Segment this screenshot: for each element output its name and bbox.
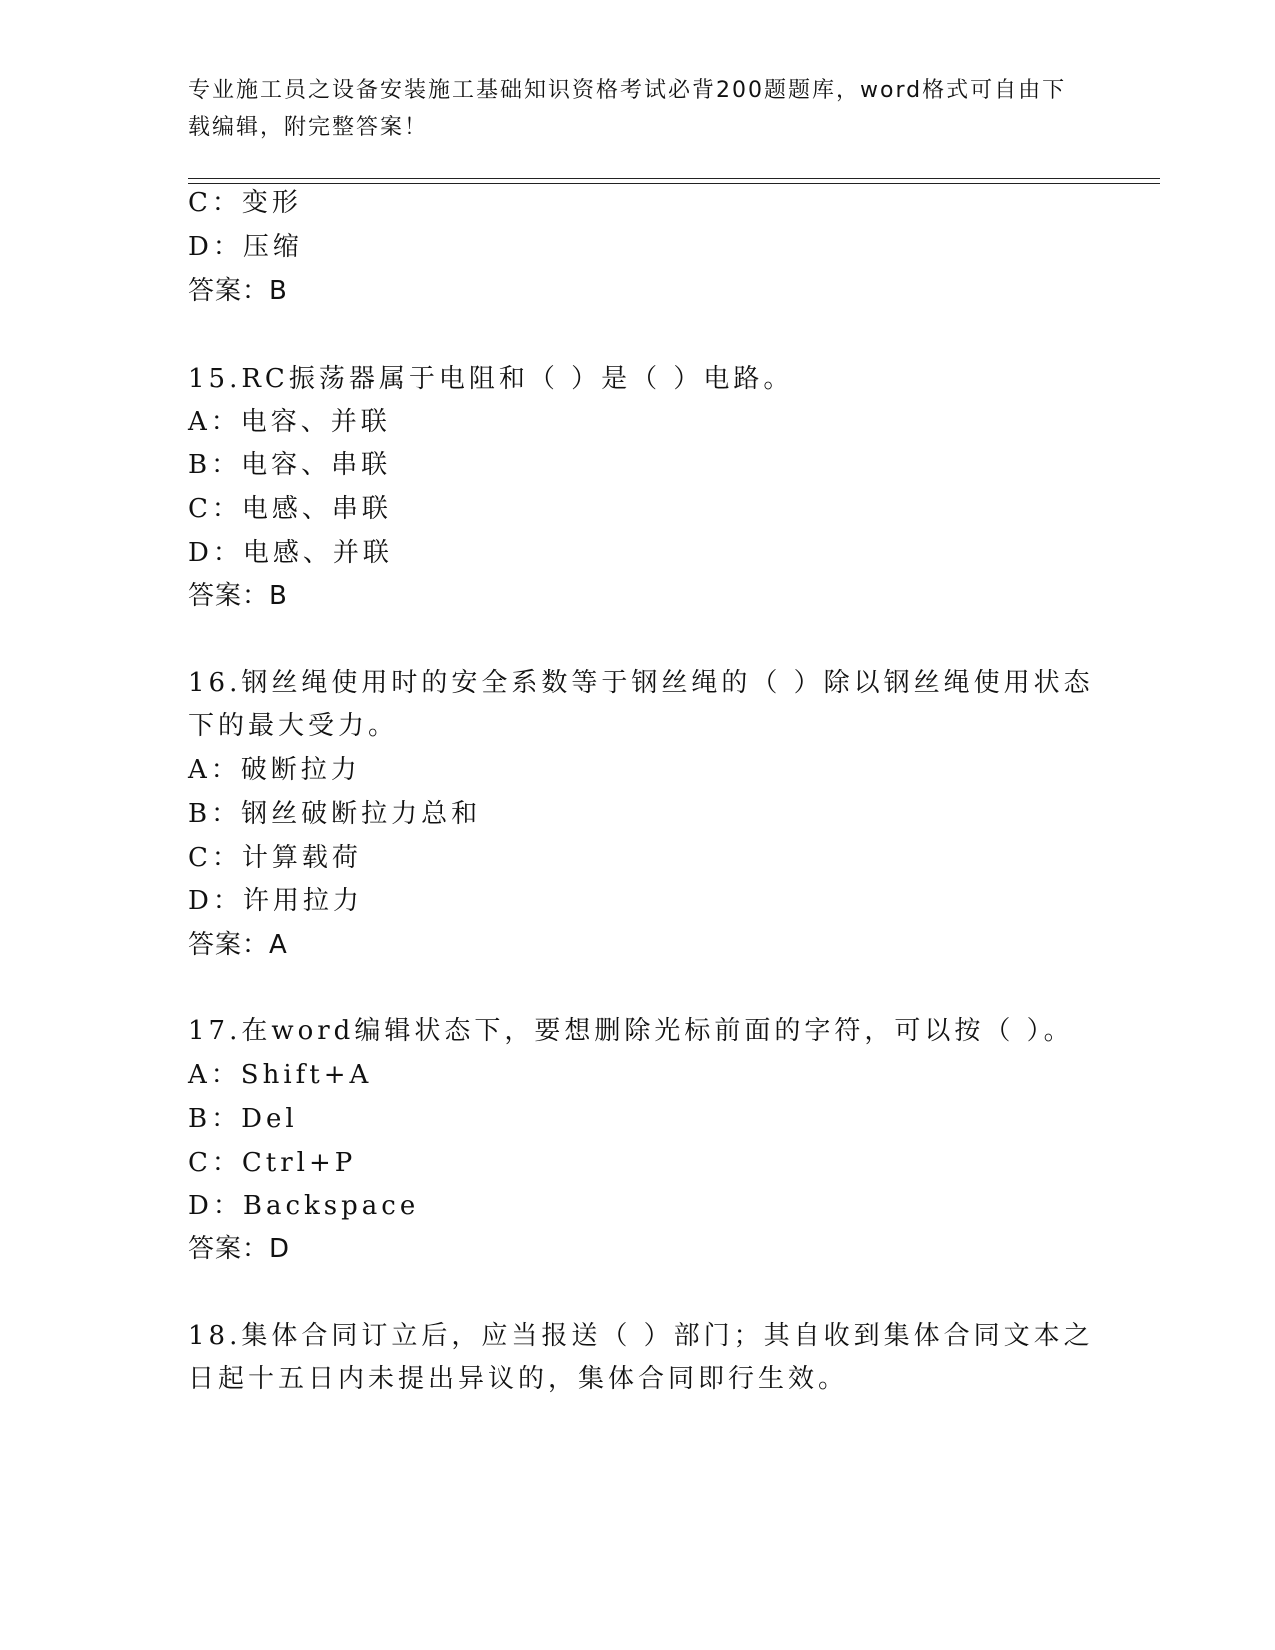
q17-answer: 答案：D [188, 1234, 291, 1264]
header-divider-top [188, 178, 1160, 179]
q18-stem-line2: 日起十五日内未提出异议的，集体合同即行生效。 [188, 1364, 849, 1394]
q17-stem: 17.在word编辑状态下，要想删除光标前面的字符，可以按（ ）。 [188, 1016, 1074, 1046]
header-divider-bottom [188, 183, 1160, 184]
q16-option-a: A：破断拉力 [188, 755, 361, 785]
q15-stem: 15.RC振荡器属于电阻和（ ）是（ ）电路。 [188, 364, 794, 394]
q15-option-c: C：电感、串联 [188, 494, 392, 524]
q16-option-d: D：许用拉力 [188, 886, 363, 916]
q14-option-c: C：变形 [188, 188, 302, 218]
q17-option-a: A：Shift+A [188, 1060, 373, 1090]
q15-option-b: B：电容、串联 [188, 450, 392, 480]
q16-answer: 答案：A [188, 930, 288, 960]
q17-option-c: C：Ctrl+P [188, 1148, 357, 1178]
page-header-title: 专业施工员之设备安装施工基础知识资格考试必背200题题库，word格式可自由下载编辑，附完整答案！ [188, 78, 1067, 140]
q16-stem-line2: 下的最大受力。 [188, 711, 399, 741]
q16-option-c: C：计算载荷 [188, 843, 362, 873]
q14-option-d: D：压缩 [188, 232, 303, 262]
q15-option-a: A：电容、并联 [188, 407, 391, 437]
q15-option-d: D：电感、并联 [188, 538, 393, 568]
q14-answer: 答案：B [188, 276, 288, 306]
q16-stem-line1: 16.钢丝绳使用时的安全系数等于钢丝绳的（ ）除以钢丝绳使用状态 [188, 668, 1094, 698]
q17-option-b: B：Del [188, 1104, 298, 1134]
q15-answer: 答案：B [188, 581, 288, 611]
q16-option-b: B：钢丝破断拉力总和 [188, 799, 482, 829]
q17-option-d: D：Backspace [188, 1191, 420, 1221]
q18-stem-line1: 18.集体合同订立后，应当报送（ ）部门；其自收到集体合同文本之 [188, 1321, 1094, 1351]
